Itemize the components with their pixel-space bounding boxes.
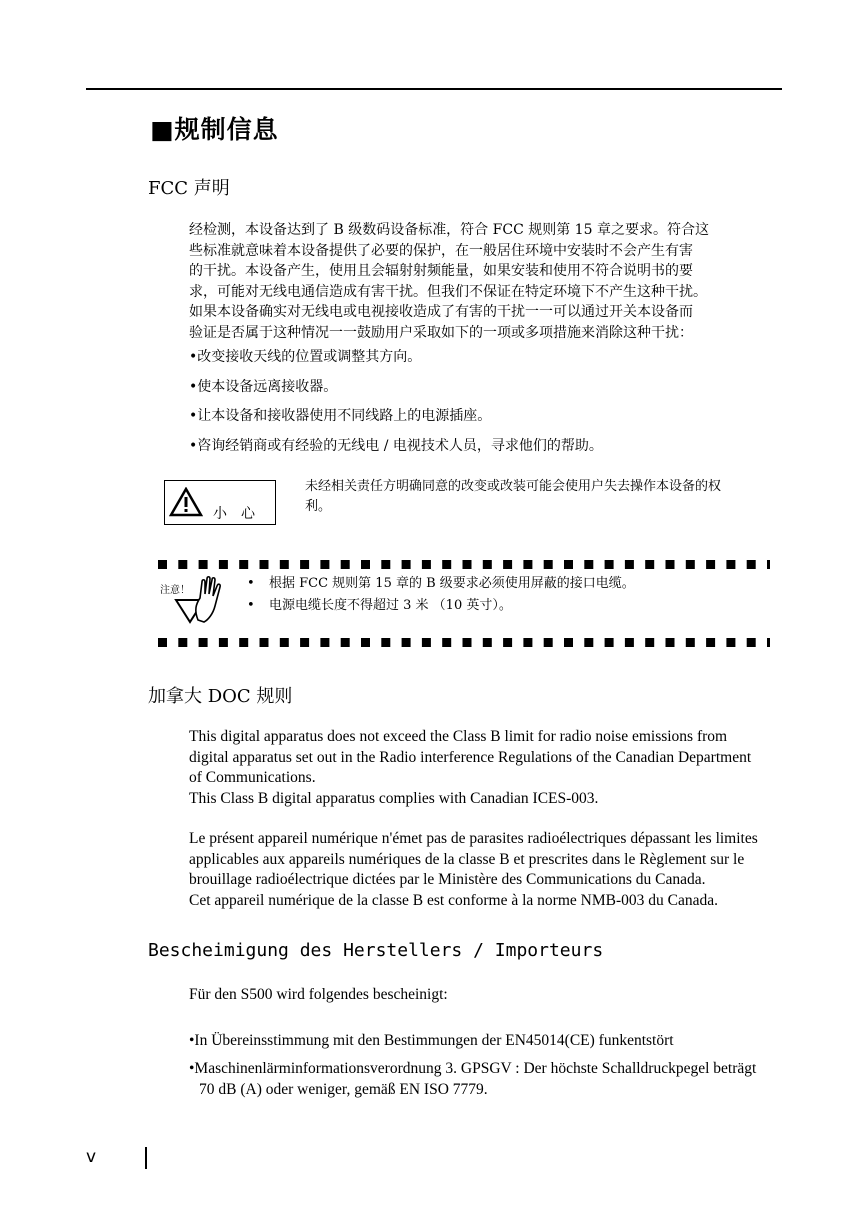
german-intro: Für den S500 wird folgendes bescheinigt: [189, 986, 448, 1003]
fcc-line: 验证是否属于这种情况一一鼓励用户采取如下的一项或多项措施来消除这种干扰： [189, 324, 693, 341]
top-rule [86, 88, 782, 90]
bullet: • [247, 598, 255, 613]
caution-box [164, 480, 276, 525]
fcc-line: 些标准就意味着本设备提供了必要的保护，在一般居住环境中安装时不会产生有害 [189, 242, 693, 259]
list-item: •使本设备远离接收器。 [189, 378, 338, 395]
page-number-divider [145, 1147, 147, 1169]
dashed-rule-top [158, 560, 770, 569]
note-text: 电源电缆长度不得超过 3 米 （10 英寸）。 [269, 598, 512, 613]
caution-text [305, 477, 775, 517]
doc-line: Le présent appareil numérique n'émet pas de parasites radioélectriques dépassant les limites [189, 830, 758, 847]
note-list [247, 574, 767, 618]
dashed-rule-bottom [158, 638, 770, 647]
doc-line: digital apparatus set out in the Radio interference Regulations of the Canadian Department [189, 748, 752, 766]
caution-label: 小 心 [213, 506, 255, 522]
german-bullet-2 [189, 1059, 779, 1100]
doc-french-paragraph [189, 829, 779, 911]
page-number: v [86, 1147, 97, 1167]
doc-line: This digital apparatus does not exceed the Class B limit for radio noise emissions from [189, 728, 728, 745]
caution-line: 利。 [305, 499, 332, 514]
german-bullet-1: •In Übereinsstimmung mit den Bestimmungen der EN45014(CE) funkentstört [189, 1032, 674, 1049]
section-title: ■规制信息 [150, 115, 279, 144]
german-bullet-2-line: •Maschinenlärminformationsverordnung 3. GPSGV : Der höchste Schalldruckpegel beträgt [189, 1060, 757, 1077]
fcc-line: 经检测，本设备达到了 B 级数码设备标准，符合 FCC 规则第 15 章之要求。符合这 [189, 222, 709, 238]
doc-line: brouillage radioélectrique dictées par le Ministère des Communications du Canada. [189, 871, 706, 888]
doc-heading: 加拿大 DOC 规则 [148, 686, 293, 707]
doc-line: Cet appareil numérique de la classe B est conforme à la norme NMB-003 du Canada. [189, 891, 718, 909]
list-item: •咨询经销商或有经验的无线电 / 电视技术人员，寻求他们的帮助。 [189, 437, 603, 454]
doc-line: of Communications. [189, 769, 316, 786]
fcc-paragraph [189, 220, 779, 343]
fcc-bullet-list [189, 347, 779, 465]
fcc-heading: FCC 声明 [148, 178, 230, 199]
caution-line: 未经相关责任方明确同意的改变或改装可能会使用户失去操作本设备的权 [305, 479, 722, 494]
doc-line: This Class B digital apparatus complies with Canadian ICES-003. [189, 789, 599, 807]
list-item [247, 596, 767, 618]
fcc-line: 的干扰。本设备产生，使用且会辐射射频能量，如果安装和使用不符合说明书的要 [189, 263, 693, 279]
doc-line: applicables aux appareils numériques de la classe B et prescrites dans le Règlement sur le [189, 850, 745, 868]
bullet: • [247, 576, 255, 591]
list-item [247, 574, 767, 596]
note-text: 根据 FCC 规则第 15 章的 B 级要求必须使用屏蔽的接口电缆。 [269, 576, 635, 591]
list-item: •让本设备和接收器使用不同线路上的电源插座。 [189, 408, 492, 424]
warning-icon [169, 487, 203, 517]
german-heading: Bescheimigung des Herstellers / Importeurs [148, 940, 604, 961]
list-item: •改变接收天线的位置或调整其方向。 [189, 349, 422, 365]
german-bullet-2-line: 70 dB (A) oder weniger, gemäß EN ISO 7779. [199, 1080, 488, 1098]
doc-english-paragraph [189, 727, 779, 809]
note-label: 注意！ [160, 585, 190, 596]
fcc-line: 求，可能对无线电通信造成有害干扰。但我们不保证在特定环境下不产生这种干扰。 [189, 283, 707, 300]
fcc-line: 如果本设备确实对无线电或电视接收造成了有害的干扰一一可以通过开关本设备而 [189, 304, 693, 320]
